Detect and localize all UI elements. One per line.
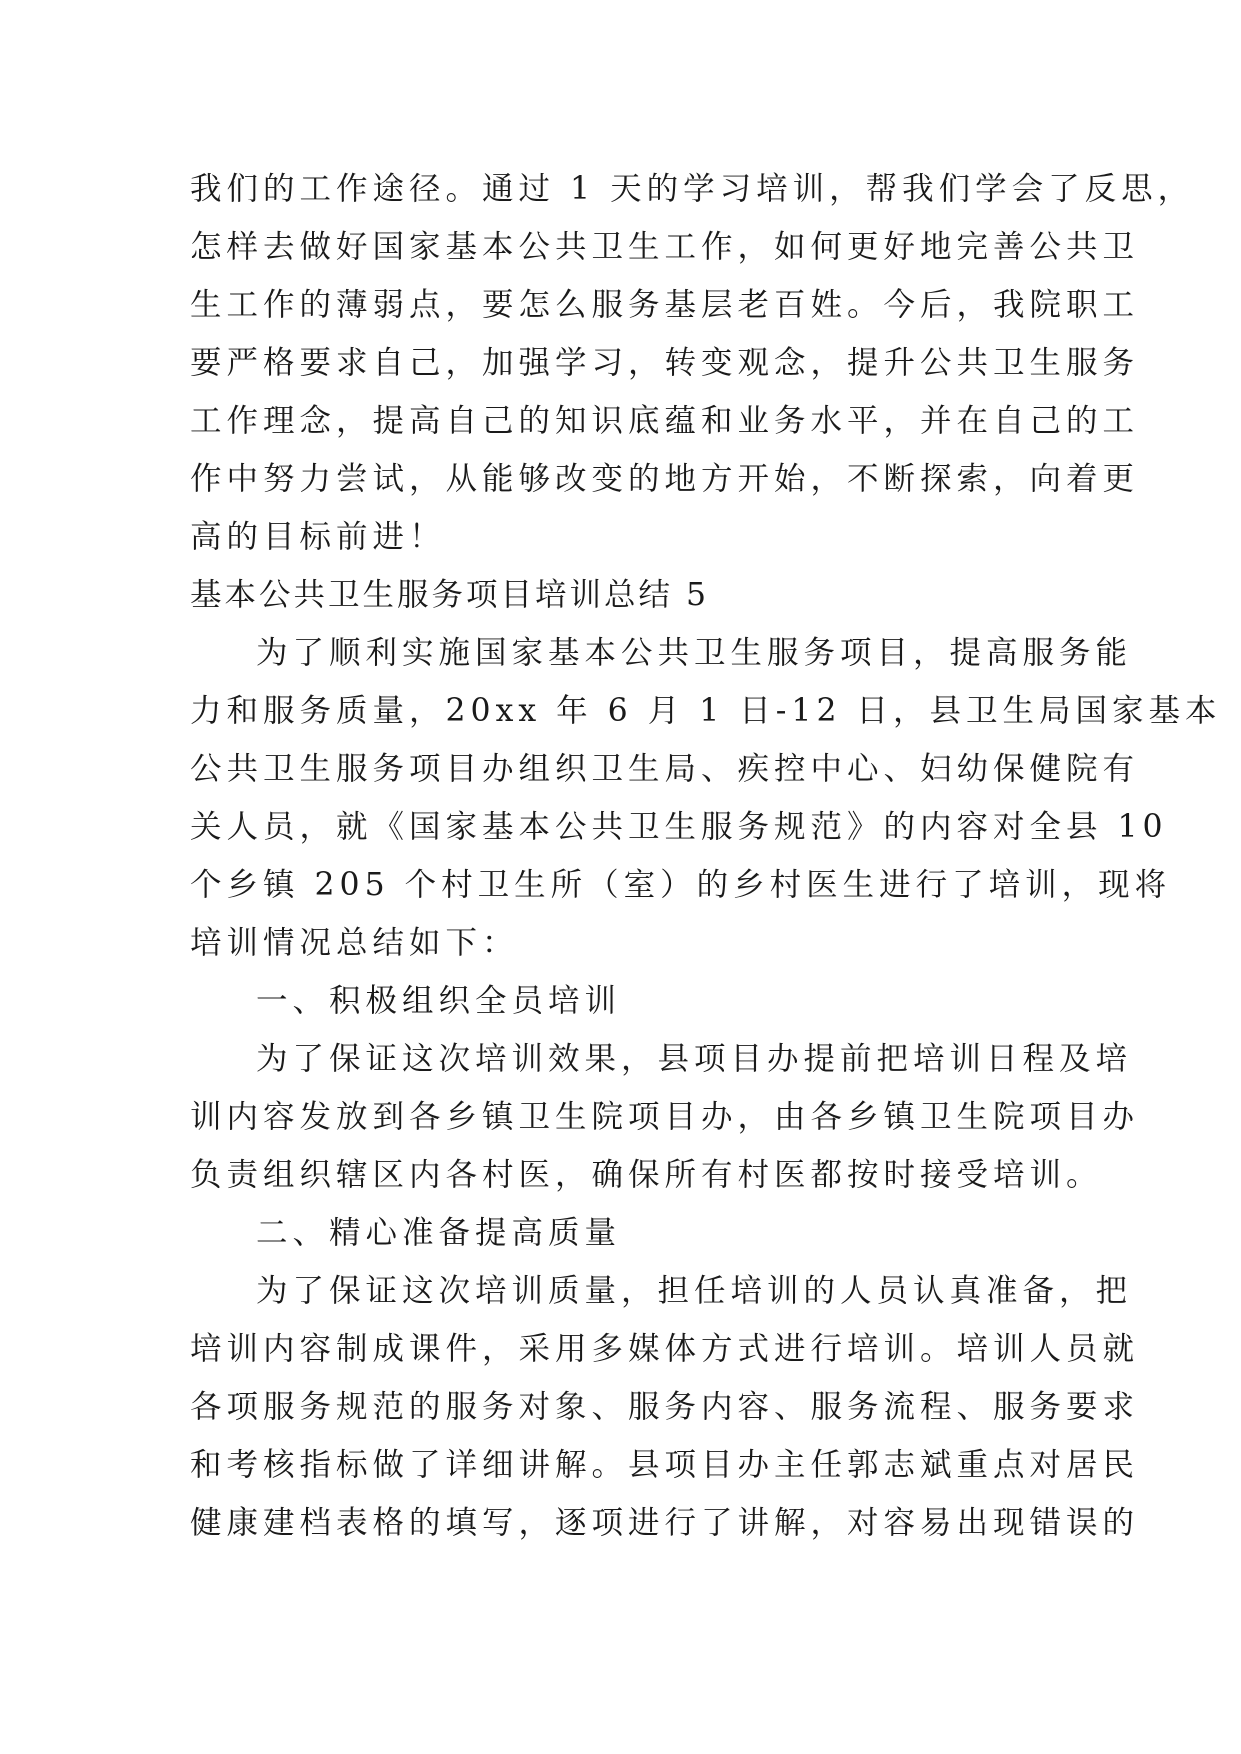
- text-line: 要严格要求自己，加强学习，转变观念，提升公共卫生服务: [190, 345, 1140, 381]
- text-line: 训内容发放到各乡镇卫生院项目办，由各乡镇卫生院项目办: [190, 1099, 1140, 1135]
- text-line: 为了顺利实施国家基本公共卫生服务项目，提高服务能: [256, 635, 1133, 671]
- text-line: 健康建档表格的填写，逐项进行了讲解，对容易出现错误的: [190, 1505, 1140, 1541]
- text-line: 各项服务规范的服务对象、服务内容、服务流程、服务要求: [190, 1389, 1140, 1425]
- text-line: 关人员，就《国家基本公共卫生服务规范》的内容对全县 10: [190, 809, 1168, 845]
- section-heading: 基本公共卫生服务项目培训总结 5: [190, 577, 710, 613]
- text-line: 个乡镇 205 个村卫生所（室）的乡村医生进行了培训，现将: [190, 867, 1172, 903]
- text-line: 怎样去做好国家基本公共卫生工作，如何更好地完善公共卫: [190, 229, 1140, 265]
- text-line: 培训情况总结如下：: [190, 925, 519, 961]
- text-line: 我们的工作途径。通过 1 天的学习培训，帮我们学会了反思，: [190, 171, 1195, 207]
- text-line: 和考核指标做了详细讲解。县项目办主任郭志斌重点对居民: [190, 1447, 1140, 1483]
- text-line: 高的目标前进！: [190, 519, 446, 555]
- text-line: 公共卫生服务项目办组织卫生局、疾控中心、妇幼保健院有: [190, 751, 1140, 787]
- text-line: 二、精心准备提高质量: [256, 1215, 622, 1251]
- text-line: 力和服务质量，20xx 年 6 月 1 日-12 日，县卫生局国家基本: [190, 693, 1222, 729]
- document-body: [190, 160, 1222, 1552]
- text-line: 负责组织辖区内各村医，确保所有村医都按时接受培训。: [190, 1157, 1103, 1193]
- text-line: 为了保证这次培训效果，县项目办提前把培训日程及培: [256, 1041, 1133, 1077]
- text-line: 为了保证这次培训质量，担任培训的人员认真准备，把: [256, 1273, 1133, 1309]
- text-line: 培训内容制成课件，采用多媒体方式进行培训。培训人员就: [190, 1331, 1140, 1367]
- text-line: 一、积极组织全员培训: [256, 983, 622, 1019]
- text-line: 作中努力尝试，从能够改变的地方开始，不断探索，向着更: [190, 461, 1140, 497]
- text-line: 生工作的薄弱点，要怎么服务基层老百姓。今后，我院职工: [190, 287, 1140, 323]
- text-line: 工作理念，提高自己的知识底蕴和业务水平，并在自己的工: [190, 403, 1140, 439]
